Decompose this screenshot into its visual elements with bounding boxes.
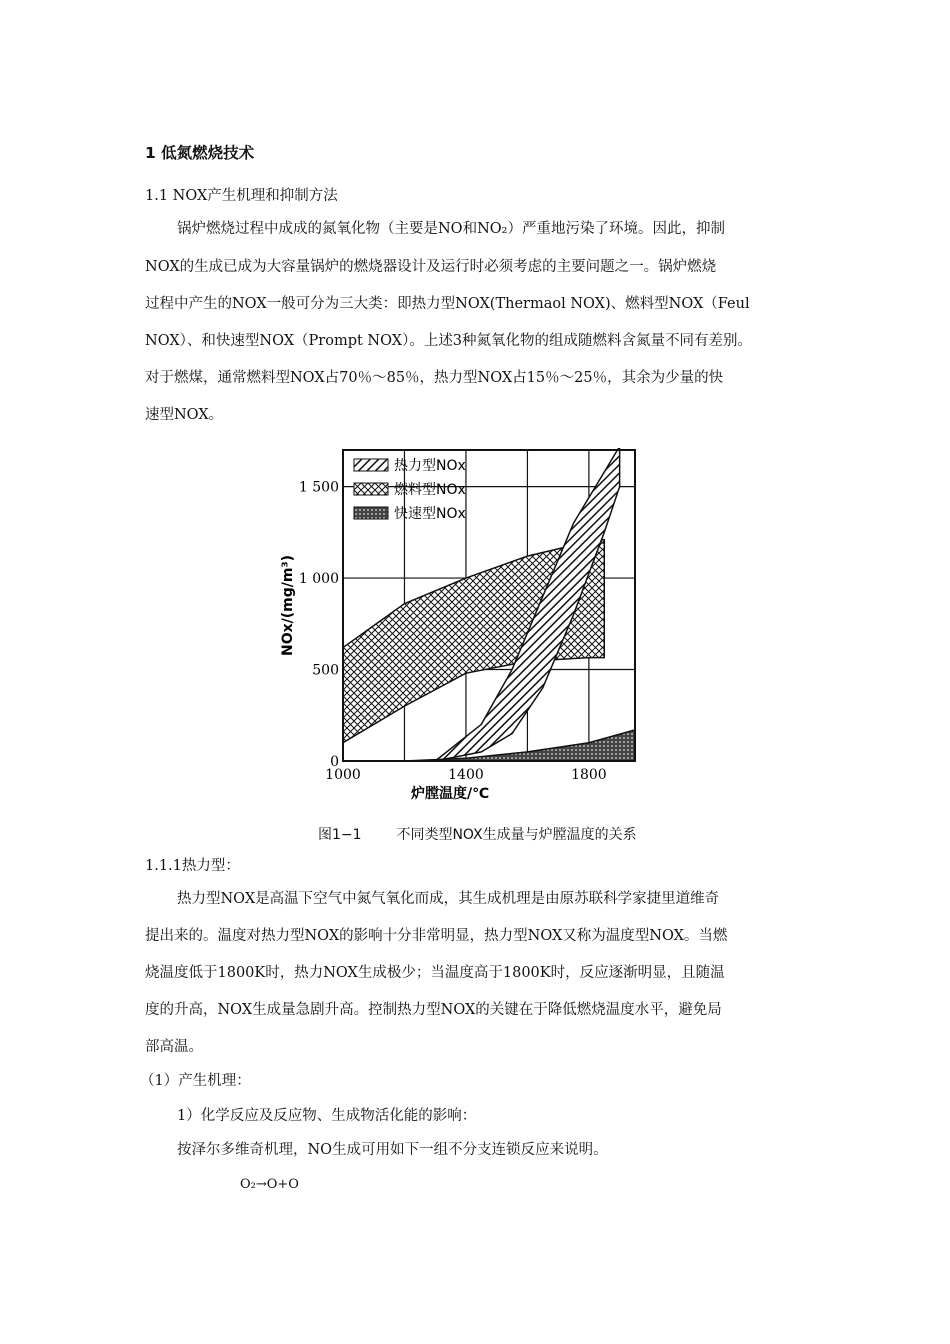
subsubsection-title: 1.1.1热力型： [145,858,240,874]
legend-label: 热力型NOx [394,458,466,474]
y-tick-label: 500 [312,662,339,679]
list-item-1-1-text: 按泽尔多维奇机理，NO生成可用如下一组不分支连锁反应来说明。 [177,1142,608,1158]
y-tick-label: 1 000 [298,571,339,588]
nox-chart [270,448,650,806]
para2-line: 部高温。 [145,1039,203,1055]
legend-swatch-fuel [354,483,388,495]
figure-caption-label: 图1−1 [318,827,362,843]
y-tick-label: 0 [330,754,339,770]
para1-line: NOX的生成已成为大容量锅炉的燃烧器设计及运行时必须考虑的主要问题之一。锅炉燃烧 [145,259,717,275]
y-tick-label: 1 500 [298,479,339,496]
x-tick-label: 1000 [325,767,361,783]
para1-line: 速型NOX。 [145,407,224,423]
legend-swatch-prompt [354,507,388,519]
para2-line: 度的升高，NOX生成量急剧升高。控制热力型NOX的关键在于降低燃烧温度水平，避免局 [145,1002,722,1018]
para1-line: 过程中产生的NOX一般可分为三大类：即热力型NOX(Thermaol NOX)、燃料型NOX（Feul [145,296,750,312]
list-item-1-1: 1）化学反应及反应物、生成物活化能的影响： [177,1108,477,1124]
section-title: 1 低氮燃烧技术 [145,144,255,162]
equation: O₂→O+O [240,1177,299,1192]
chart-legend [354,457,466,522]
para2-line: 烧温度低于1800K时，热力NOX生成极少；当温度高于1800K时，反应逐渐明显，且随温 [145,965,725,981]
figure-caption-text: 不同类型NOX生成量与炉膛温度的关系 [396,827,637,843]
x-axis-label: 炉膛温度/℃ [410,786,490,802]
para2-line: 提出来的。温度对热力型NOX的影响十分非常明显，热力型NOX又称为温度型NOX。当燃 [145,928,728,944]
para1-line: NOX）、和快速型NOX（Prompt NOX）。上述3种氮氧化物的组成随燃料含氮量不同有差别。 [145,333,753,349]
legend-label: 快速型NOx [394,506,466,522]
subsection-title: 1.1 NOX产生机理和抑制方法 [145,188,338,204]
para2-line: 热力型NOX是高温下空气中氮气氧化而成，其生成机理是由原苏联科学家捷里道维奇 [177,891,720,907]
list-item-1: （1）产生机理： [140,1073,251,1089]
para1-line: 对于燃煤，通常燃料型NOX占70％～85％，热力型NOX占15％～25％，其余为少量的快 [145,370,724,386]
x-tick-label: 1800 [571,767,607,783]
legend-label: 燃料型NOx [394,482,466,498]
y-axis-label: NOx/(mg/m³) [280,554,296,657]
figure-caption [318,824,637,844]
legend-swatch-thermal [354,459,388,471]
para1-line: 锅炉燃烧过程中成成的氮氧化物（主要是NO和NO₂）严重地污染了环境。因此，抑制 [177,221,725,237]
x-tick-label: 1400 [448,767,484,783]
area-series [404,730,635,761]
